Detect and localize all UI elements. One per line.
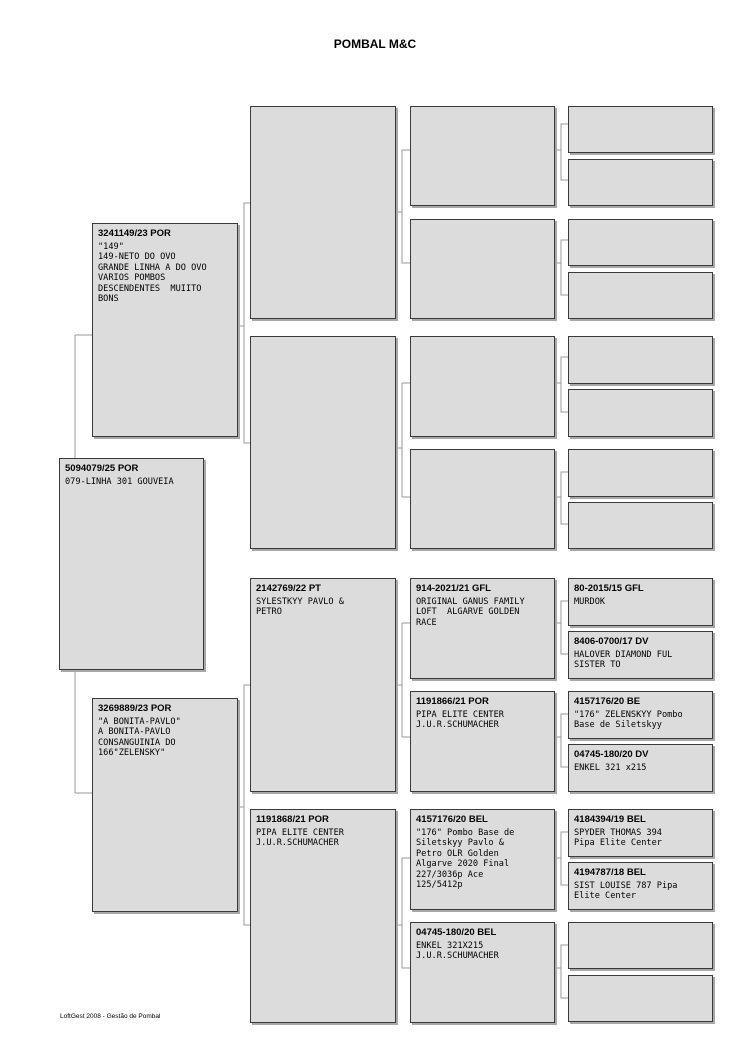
pigeon-description: PIPA ELITE CENTER J.U.R.SCHUMACHER: [416, 710, 504, 731]
connector-ggp2-2: [561, 263, 568, 295]
pigeon-card-g3: [568, 219, 713, 266]
connector-ggp8: [555, 945, 568, 968]
pigeon-description: "149" 149-NETO DO OVO GRANDE LINHA A DO OVO VARIOS POMBOS DESCENDENTES MUIITO BONS: [98, 242, 207, 305]
pigeon-description: SIST LOUISE 787 Pipa Elite Center: [574, 881, 678, 902]
footer-credit: LoftGest 2008 - Gestão de Pombal: [60, 1013, 161, 1020]
connector-ggp5-2: [561, 623, 568, 654]
pigeon-card-g16: [568, 975, 713, 1022]
pigeon-description: SPYDER THOMAS 394 Pipa Elite Center: [574, 828, 662, 849]
ring-number: 04745-180/20 DV: [574, 749, 649, 760]
connector-ggp6-2: [561, 737, 568, 767]
connector-ggp2: [555, 240, 568, 263]
connector-gp3-2: [402, 685, 410, 737]
page-title: POMBAL M&C: [333, 37, 417, 51]
ring-number: 4184394/19 BEL: [574, 814, 646, 825]
pigeon-card-dd-dam: [410, 922, 555, 1023]
pigeon-card-sire-sire: [250, 106, 396, 319]
ring-number: 80-2015/15 GFL: [574, 583, 644, 594]
pigeon-card-g10: [568, 631, 713, 679]
ring-number: 3269889/23 POR: [98, 703, 172, 714]
connector-ggp7: [555, 832, 568, 858]
pigeon-card-dam: [92, 698, 238, 912]
connector-gp3: [396, 623, 410, 685]
ring-number: 4157176/20 BEL: [416, 814, 488, 825]
pigeon-card-g2: [568, 159, 713, 206]
connector-ggp6: [555, 714, 568, 737]
ring-number: 4194787/18 BEL: [574, 867, 646, 878]
pigeon-description: "A BONITA-PAVLO" A BONITA-PAVLO CONSANGUINIA DO 166"ZELENSKY": [98, 717, 181, 759]
pigeon-card-g5: [568, 336, 713, 384]
ring-number: 8406-0700/17 DV: [574, 636, 649, 647]
pigeon-card-ss-sire: [410, 106, 555, 206]
connector-gp4: [396, 858, 410, 925]
pigeon-description: SYLESTKYY PAVLO & PETRO: [256, 597, 344, 618]
pigeon-card-g4: [568, 272, 713, 319]
pigeon-card-subject: [59, 458, 204, 670]
connector-sire: [238, 203, 250, 326]
pigeon-card-sire-dam: [250, 336, 396, 549]
connector-ggp4-2: [561, 497, 568, 524]
ring-number: 4157176/20 BE: [574, 696, 641, 707]
connector-ggp7-2: [561, 858, 568, 885]
pigeon-description: 079-LINHA 301 GOUVEIA: [65, 477, 174, 487]
pigeon-card-g1: [568, 106, 713, 153]
connector-gp4-2: [402, 925, 410, 968]
connector-ggp5: [555, 601, 568, 623]
pigeon-card-ds-sire: [410, 578, 555, 679]
pigeon-description: "176" Pombo Base de Siletskyy Pavlo & Petro OLR Golden Algarve 2020 Final 227/3036p Ace 125/5412p: [416, 828, 515, 891]
connector-ggp3: [555, 357, 568, 383]
pigeon-description: PIPA ELITE CENTER J.U.R.SCHUMACHER: [256, 828, 344, 849]
connector-ggp1-2: [561, 150, 568, 180]
ring-number: 2142769/22 PT: [256, 583, 321, 594]
connector-ggp4: [555, 472, 568, 497]
ring-number: 1191866/21 POR: [416, 696, 489, 707]
pigeon-card-g7: [568, 449, 713, 497]
connector-ggp3-2: [561, 383, 568, 412]
pigeon-card-g8: [568, 502, 713, 549]
pigeon-description: ENKEL 321X215 J.U.R.SCHUMACHER: [416, 941, 499, 962]
pigeon-card-dd-sire: [410, 809, 555, 910]
pigeon-card-g15: [568, 922, 713, 969]
ring-number: 04745-180/20 BEL: [416, 927, 497, 938]
pigeon-card-ss-dam: [410, 219, 555, 319]
pigeon-card-sire: [92, 223, 238, 437]
ring-number: 5094079/25 POR: [65, 463, 139, 474]
pigeon-card-sd-dam: [410, 449, 555, 549]
ring-number: 1191868/21 POR: [256, 814, 329, 825]
pigeon-card-g14: [568, 862, 713, 910]
connector-ggp8-2: [561, 968, 568, 998]
pigeon-card-dam-dam: [250, 809, 396, 1023]
pigeon-description: HALOVER DIAMOND FUL SISTER TO: [574, 650, 673, 671]
connector-gp2-2: [402, 448, 410, 497]
pigeon-card-sd-sire: [410, 336, 555, 437]
connector-gp1: [396, 150, 410, 212]
pigeon-card-g9: [568, 578, 713, 626]
pigeon-card-dam-sire: [250, 578, 396, 792]
pigeon-description: "176" ZELENSKYY Pombo Base de Siletskyy: [574, 710, 683, 731]
pigeon-description: MURDOK: [574, 597, 606, 607]
pigeon-card-g6: [568, 389, 713, 437]
connector-gp1-2: [402, 212, 410, 263]
pigeon-description: ENKEL 321 x215: [574, 763, 647, 773]
pigeon-description: ORIGINAL GANUS FAMILY LOFT ALGARVE GOLDEN RACE: [416, 597, 525, 628]
connector-ggp1: [555, 124, 568, 150]
ring-number: 3241149/23 POR: [98, 228, 171, 239]
connector-dam: [238, 685, 250, 807]
pigeon-card-g11: [568, 691, 713, 739]
pigeon-card-g13: [568, 809, 713, 857]
pigeon-card-g12: [568, 744, 713, 792]
pigeon-card-ds-dam: [410, 691, 555, 792]
connector-gp2: [396, 383, 410, 448]
ring-number: 914-2021/21 GFL: [416, 583, 491, 594]
